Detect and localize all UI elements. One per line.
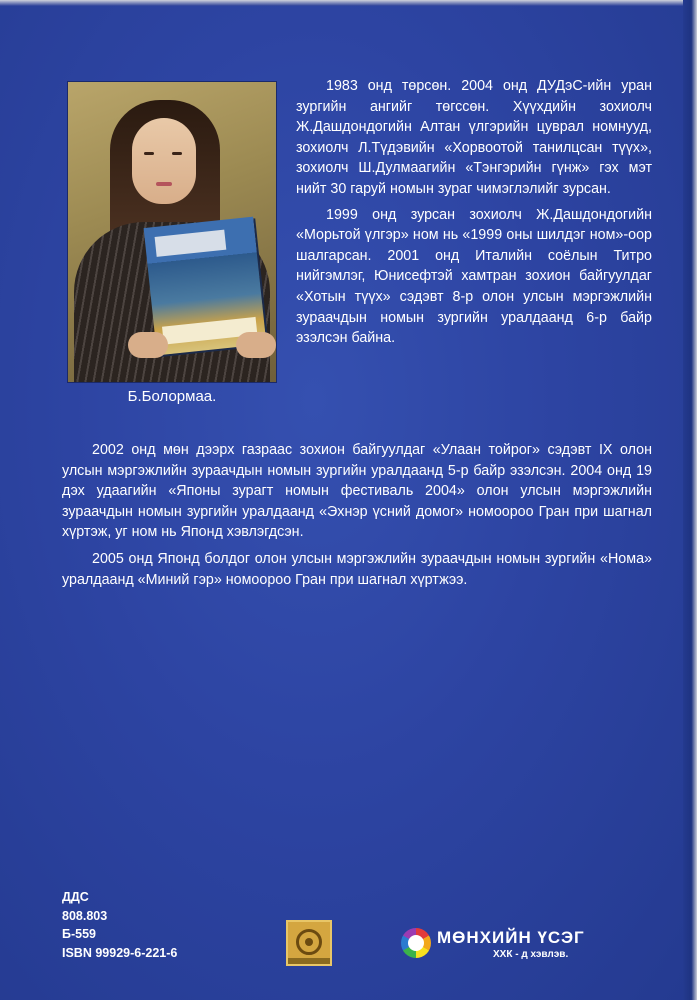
publisher-name: МӨНХИЙН ҮСЭГ (437, 928, 585, 947)
photo-face (132, 118, 196, 204)
catalog-code: Б-559 (62, 927, 97, 941)
badge-center (408, 935, 424, 951)
photo-hand-right (236, 332, 276, 358)
author-photo (68, 82, 276, 382)
photo-eye-right (172, 152, 182, 155)
bio-paragraph: 1983 онд төрсөн. 2004 онд ДУДэС-ийн уран зургийн ангийг төгссөн. Хүүхдийн зохиолч Ж.Дашдондогийн Алтан үлгэрийн цуврал номнууд, зохиолч Л.Түдэвийн «Хорвоотой танилцсан түүх», зохиолч Ш.Дулмаагийн «Тэнгэрийн гүнж» гэх мэт нийт 30 гаруй номын зураг чимэглэлийг зурсан. (296, 78, 652, 197)
photo-mouth (156, 182, 172, 186)
bio-paragraph: 1999 онд зурсан зохиолч Ж.Дашдондогийн «Морьтой үлгэр» ном нь «1999 оны шилдэг ном»-оор шалгарсан. 2001 онд Италийн соёлын Титро нийгэмлэг, Юнисефтэй хамтран зохион байгуулдаг «Хотын түүх» сэдэвт 8-р олон улсын мэргэжлийн зураачдын номын зургийн уралдаанд 6-р байр эзэлсэн байна. (296, 206, 652, 347)
bolor-sudar-logo-icon (286, 920, 332, 966)
bio-paragraph: 2002 онд мөн дээрх газраас зохион байгуулдаг «Улаан тойрог» сэдэвт IX олон улсын мэргэжлийн зураачдын номын зургийн уралдаанд 5-р байр эзэлсэн. 2004 онд 19 дэх удаагийн «Японы зурагт номын фестиваль 2004» олон улсын мэргэжлийн зураачдын номын зургийн уралдаанд «Эхнэр үсний домог» номоороо Гран при шагнал хүртэж, уг ном нь Японд хэвлэгдсэн. (62, 442, 652, 541)
bio-full-width (62, 440, 652, 590)
publisher-sub: ХХК - д хэвлэв. (493, 949, 569, 960)
bio-right-column (296, 76, 652, 349)
page-right-edge (683, 0, 697, 1000)
bio-paragraph: 2005 онд Японд болдог олон улсын мэргэжлийн зураачдын номын зургийн «Нома» уралдаанд «Миний гэр» номоороо Гран при шагнал хүртжээ. (62, 550, 652, 588)
photo-caption: Б.Болормаа. (127, 388, 217, 405)
photo-eye-left (144, 152, 154, 155)
photo-hand-left (128, 332, 168, 358)
page-top-edge (0, 0, 697, 6)
catalog-dds: ДДС (62, 890, 89, 904)
catalog-isbn: ISBN 99929-6-221-6 (62, 945, 178, 960)
logo-dot (305, 938, 313, 946)
catalog-info (62, 888, 177, 962)
photo-book-title (155, 230, 227, 257)
catalog-class: 808.803 (62, 908, 108, 923)
logo-label-band (288, 958, 330, 964)
publisher-logo (401, 928, 601, 960)
